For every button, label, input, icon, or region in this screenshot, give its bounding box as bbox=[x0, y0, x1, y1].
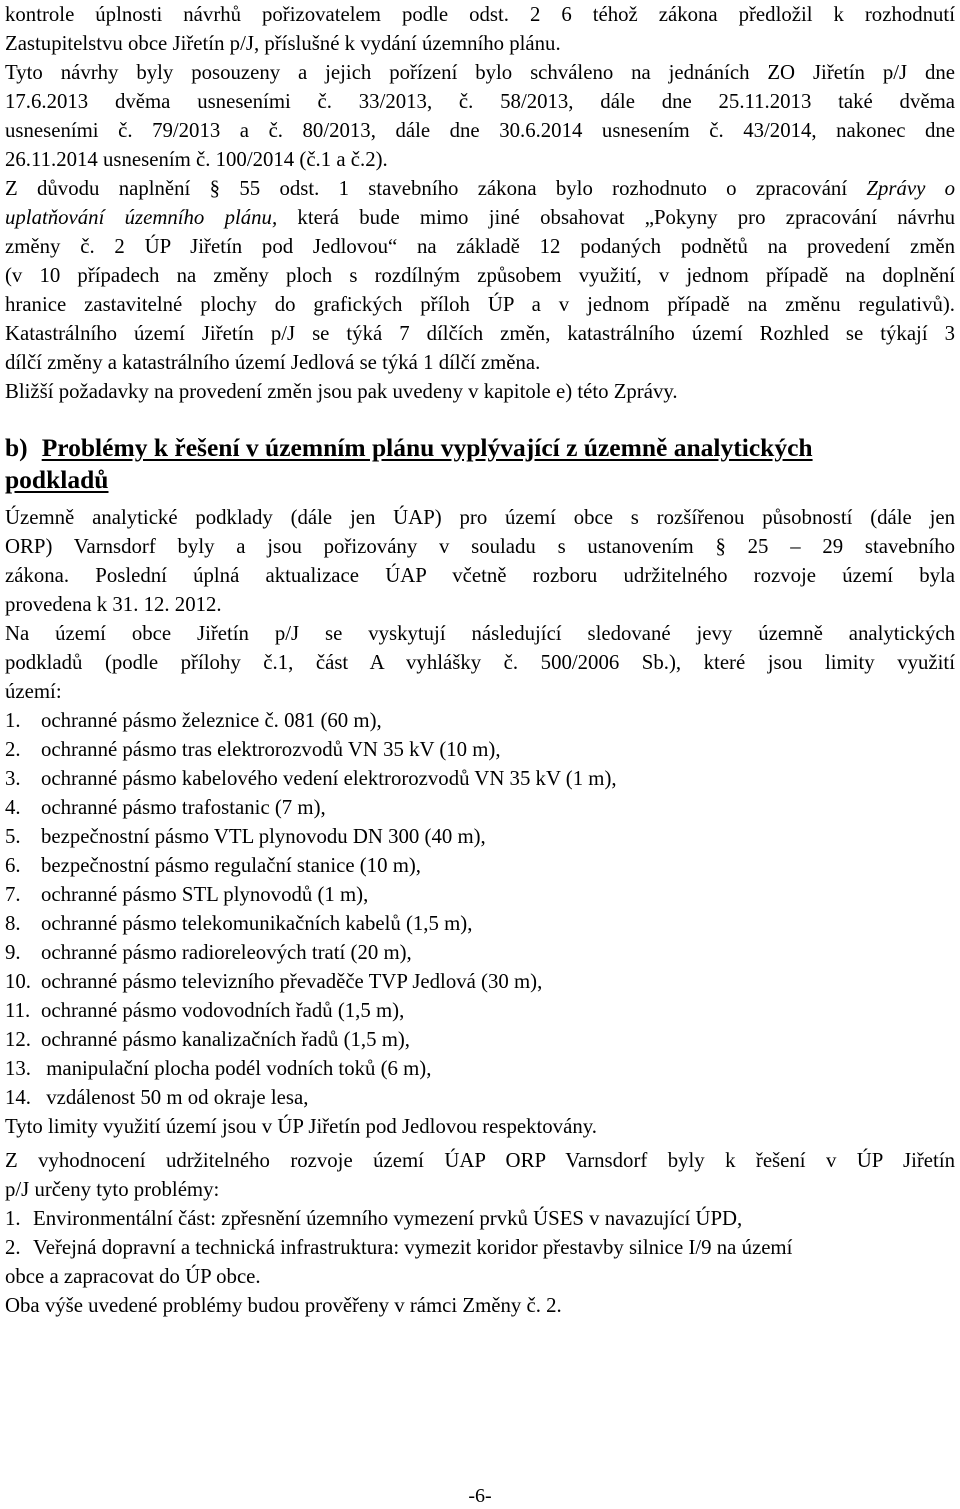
list-item-text: vzdálenost 50 m od okraje lesa, bbox=[41, 1086, 309, 1109]
text-line: Zastupitelstvu obce Jiřetín p/J, příslušné k vydání územního plánu. bbox=[5, 32, 561, 55]
problems-continuation bbox=[5, 1262, 955, 1320]
list-item-number: 14. bbox=[5, 1086, 31, 1109]
list-item-number: 3. bbox=[5, 767, 21, 790]
italic-title: Zprávy o bbox=[866, 177, 956, 200]
text-line: usneseními č. 79/2013 a č. 80/2013, dále dne 30.6.2014 usnesením č. 43/2014, nakonec dne bbox=[5, 119, 955, 142]
list-item-number: 10. bbox=[5, 970, 31, 993]
list-item-number: 12. bbox=[5, 1028, 31, 1051]
text-line: Na území obce Jiřetín p/J se vyskytují následující sledované jevy územně analytických bbox=[5, 622, 955, 645]
heading-line bbox=[5, 432, 955, 464]
uap-paragraph bbox=[5, 503, 955, 706]
list-item-number: 1. bbox=[5, 1207, 21, 1230]
text-line: Tyto návrhy byly posouzeny a jejich pořízení bylo schváleno na jednáních ZO Jiřetín p/J dne bbox=[5, 61, 955, 84]
list-item-text: ochranné pásmo STL plynovodů (1 m), bbox=[41, 883, 369, 906]
text-line bbox=[5, 203, 955, 232]
text-line: hranice zastavitelné plochy do grafických příloh ÚP a v jednom případě na změnu regulativů). bbox=[5, 293, 955, 316]
list-item-number: 11. bbox=[5, 999, 31, 1022]
text-span: 25 – 29 stavebního bbox=[747, 535, 956, 558]
text-line: zákona. Poslední úplná aktualizace ÚAP včetně rozboru udržitelného rozvoje území byla bbox=[5, 564, 955, 587]
list-item-number: 2. bbox=[5, 1236, 21, 1259]
list-item-text: ochranné pásmo vodovodních řadů (1,5 m), bbox=[41, 999, 405, 1022]
list-item-number: 5. bbox=[5, 825, 21, 848]
list-item bbox=[5, 1054, 955, 1083]
list-item-text: Veřejná dopravní a technická infrastruktura: vymezit koridor přestavby silnice I/9 na území bbox=[33, 1236, 793, 1259]
intro-paragraph bbox=[5, 0, 955, 174]
list-item-text: ochranné pásmo televizního převaděče TVP Jedlová (30 m), bbox=[41, 970, 543, 993]
text-line: Z vyhodnocení udržitelného rozvoje území ÚAP ORP Varnsdorf byly k řešení v ÚP Jiřetín bbox=[5, 1149, 955, 1172]
list-item-text: ochranné pásmo trafostanic (7 m), bbox=[41, 796, 326, 819]
section-title: podkladů bbox=[5, 465, 109, 494]
list-item bbox=[5, 1025, 955, 1054]
list-item bbox=[5, 735, 955, 764]
limits-note bbox=[5, 1112, 955, 1141]
text-span: 55 odst. 1 stavebního zákona bylo rozhodnuto o zpracování bbox=[239, 177, 848, 200]
list-item-number: 8. bbox=[5, 912, 21, 935]
list-item-text: ochranné pásmo tras elektrorozvodů VN 35 kV (10 m), bbox=[41, 738, 501, 761]
text-line: p/J určeny tyto problémy: bbox=[5, 1178, 220, 1201]
list-item bbox=[5, 1233, 955, 1262]
text-line: Katastrálního území Jiřetín p/J se týká 7 dílčích změn, katastrálního území Rozhled se týkají 3 bbox=[5, 322, 955, 345]
problems-intro bbox=[5, 1146, 955, 1204]
text-line: provedena k 31. 12. 2012. bbox=[5, 593, 222, 616]
text-line: obce a zapracovat do ÚP obce. bbox=[5, 1265, 261, 1288]
limits-list bbox=[5, 706, 955, 1112]
list-item-text: ochranné pásmo železnice č. 081 (60 m), bbox=[41, 709, 382, 732]
section-title: Problémy k řešení v územním plánu vyplývající z územně analytických bbox=[41, 433, 813, 462]
text-span: ORP) Varnsdorf byly a jsou pořizovány v souladu s ustanovením bbox=[5, 535, 694, 558]
text-line: území: bbox=[5, 680, 62, 703]
list-item-text: ochranné pásmo kanalizačních řadů (1,5 m), bbox=[41, 1028, 410, 1051]
list-item bbox=[5, 706, 955, 735]
page-number: -6- bbox=[468, 1485, 492, 1507]
list-item bbox=[5, 851, 955, 880]
section-label: b) bbox=[5, 433, 28, 462]
list-item-number: 1. bbox=[5, 709, 21, 732]
list-item-text: Environmentální část: zpřesnění územního vymezení prvků ÚSES v navazující ÚPD, bbox=[33, 1207, 743, 1230]
text-line: dílčí změny a katastrálního území Jedlová se týká 1 dílčí změna. bbox=[5, 351, 541, 374]
text-line bbox=[5, 532, 955, 561]
list-item bbox=[5, 1083, 955, 1112]
list-item-text: bezpečnostní pásmo VTL plynovodu DN 300 (40 m), bbox=[41, 825, 486, 848]
list-item-text: bezpečnostní pásmo regulační stanice (10 m), bbox=[41, 854, 421, 877]
text-line: podkladů (podle přílohy č.1, část A vyhlášky č. 500/2006 Sb.), které jsou limity využití bbox=[5, 651, 955, 674]
text-line: 17.6.2013 dvěma usneseními č. 33/2013, č. 58/2013, dále dne 25.11.2013 také dvěma bbox=[5, 90, 955, 113]
italic-title: uplatňování územního plánu, bbox=[5, 206, 278, 229]
spacer bbox=[5, 406, 955, 432]
list-item bbox=[5, 764, 955, 793]
list-item-text: ochranné pásmo radioreleových tratí (20 m), bbox=[41, 941, 412, 964]
heading-line bbox=[5, 464, 955, 496]
list-item bbox=[5, 880, 955, 909]
text-span: Z důvodu naplnění bbox=[5, 177, 191, 200]
list-item-number: 9. bbox=[5, 941, 21, 964]
list-item bbox=[5, 996, 955, 1025]
list-item bbox=[5, 967, 955, 996]
text-span: která bude mimo jiné obsahovat „Pokyny pro zpracování návrhu bbox=[297, 206, 955, 229]
paragraph-sign-icon: § bbox=[715, 535, 726, 558]
list-item-text: manipulační plocha podél vodních toků (6 m), bbox=[41, 1057, 432, 1080]
text-line: změny č. 2 ÚP Jiřetín pod Jedlovou“ na základě 12 podaných podnětů na provedení změn bbox=[5, 235, 955, 258]
list-item bbox=[5, 1204, 955, 1233]
section-heading-b bbox=[5, 432, 955, 496]
document-page bbox=[5, 0, 955, 1320]
list-item-number: 7. bbox=[5, 883, 21, 906]
text-line bbox=[5, 174, 955, 203]
text-line: Bližší požadavky na provedení změn jsou pak uvedeny v kapitole e) této Zprávy. bbox=[5, 380, 678, 403]
text-line: Oba výše uvedené problémy budou prověřeny v rámci Změny č. 2. bbox=[5, 1294, 562, 1317]
list-item bbox=[5, 822, 955, 851]
list-item-text: ochranné pásmo telekomunikačních kabelů (1,5 m), bbox=[41, 912, 473, 935]
text-line: 26.11.2014 usnesením č. 100/2014 (č.1 a č.2). bbox=[5, 148, 388, 171]
list-item-number: 6. bbox=[5, 854, 21, 877]
text-line: Územně analytické podklady (dále jen ÚAP) pro území obce s rozšířenou působností (dále jen bbox=[5, 506, 955, 529]
problems-list bbox=[5, 1204, 955, 1262]
paragraph-zprava bbox=[5, 174, 955, 406]
list-item-number: 2. bbox=[5, 738, 21, 761]
list-item-number: 4. bbox=[5, 796, 21, 819]
text-line: kontrole úplnosti návrhů pořizovatelem podle odst. 2 6 téhož zákona předložil k rozhodnutí bbox=[5, 3, 955, 26]
list-item bbox=[5, 938, 955, 967]
text-line: (v 10 případech na změny ploch s rozdílným způsobem využití, v jednom případě na doplnění bbox=[5, 264, 955, 287]
list-item bbox=[5, 793, 955, 822]
text-line: Tyto limity využití území jsou v ÚP Jiřetín pod Jedlovou respektovány. bbox=[5, 1115, 597, 1138]
paragraph-sign-icon: § bbox=[209, 177, 221, 200]
list-item-number: 13. bbox=[5, 1057, 31, 1080]
list-item bbox=[5, 909, 955, 938]
list-item-text: ochranné pásmo kabelového vedení elektrorozvodů VN 35 kV (1 m), bbox=[41, 767, 617, 790]
spacer bbox=[5, 496, 955, 503]
